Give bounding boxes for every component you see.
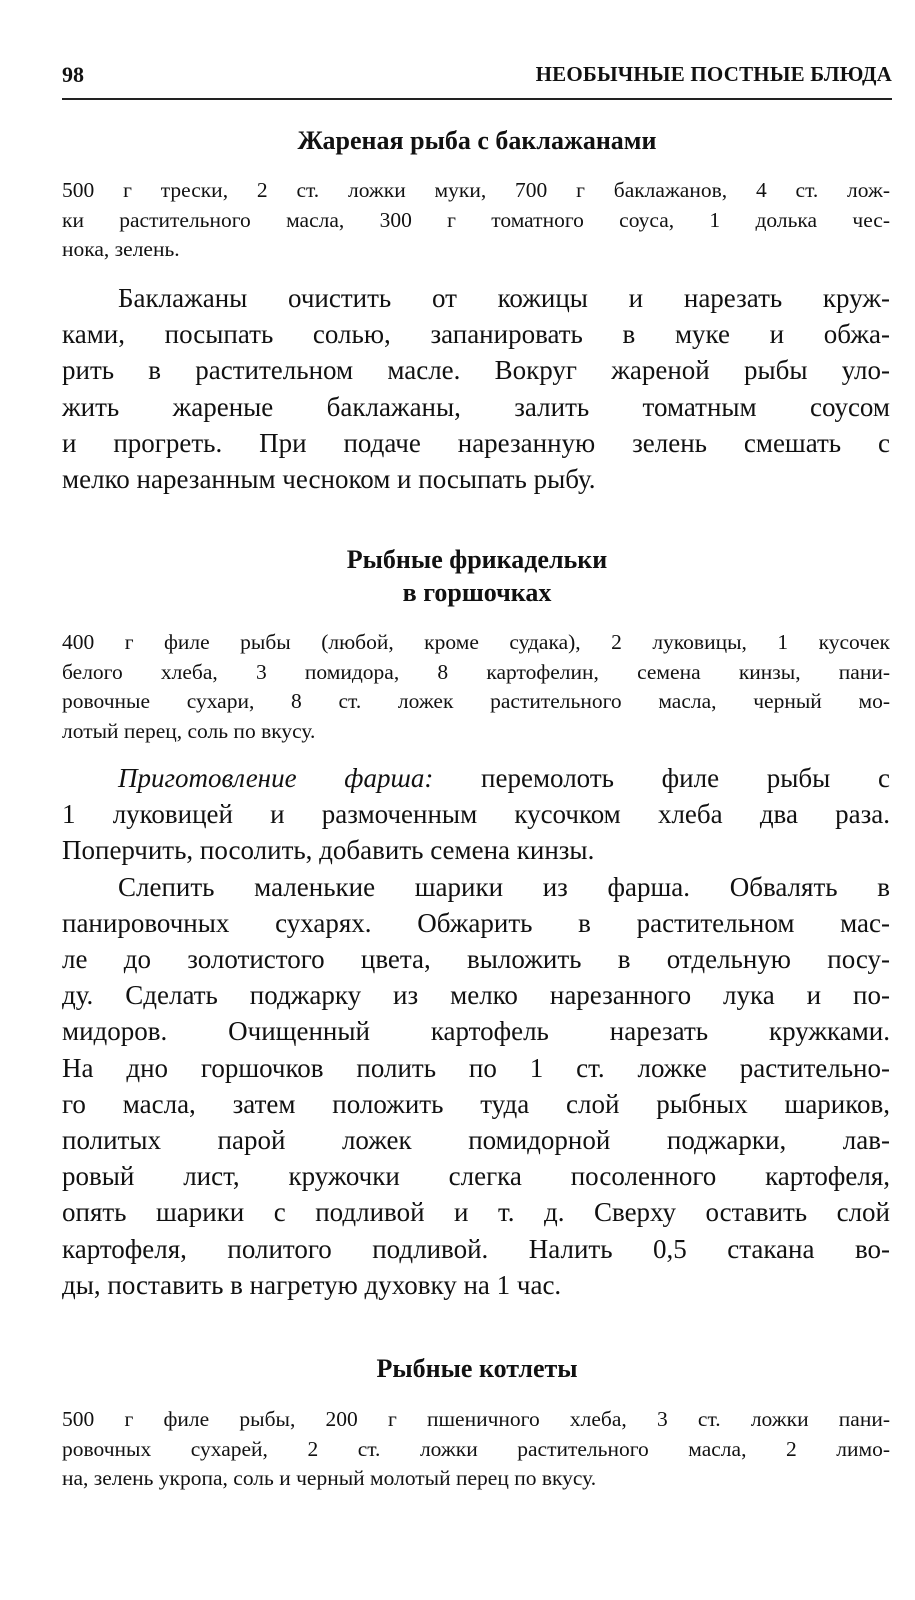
recipe-title-line: в горшочках bbox=[402, 578, 552, 607]
instruction-line: На дно горшочков полить по 1 ст. ложке растительно- bbox=[62, 1052, 890, 1083]
ingredients-line: 500 г филе рыбы, 200 г пшеничного хлеба, 3 ст. ложки пани- bbox=[62, 1407, 890, 1431]
preparation-label: Приготовление фарша: bbox=[118, 763, 434, 793]
recipe-title bbox=[62, 124, 892, 157]
ingredients-line: белого хлеба, 3 помидора, 8 картофелин, семена кинзы, пани- bbox=[62, 659, 890, 684]
ingredients-line: нока, зелень. bbox=[62, 237, 180, 261]
ingredients-list bbox=[62, 1405, 890, 1494]
instruction-line: ду. Сделать поджарку из мелко нарезанного лука и по- bbox=[62, 980, 890, 1011]
recipe-title bbox=[62, 543, 892, 609]
instruction-line bbox=[62, 760, 890, 796]
instruction-line: картофеля, политого подливой. Налить 0,5 стакана во- bbox=[62, 1233, 890, 1264]
recipe-title-line: Рыбные котлеты bbox=[376, 1354, 578, 1383]
ingredients-line: 400 г филе рыбы (любой, кроме судака), 2 луковицы, 1 кусочек bbox=[62, 630, 890, 654]
recipe-instructions bbox=[62, 280, 890, 497]
instruction-line: панировочных сухарях. Обжарить в растительном мас- bbox=[62, 907, 890, 938]
instruction-line: жить жареные баклажаны, залить томатным соусом bbox=[62, 391, 890, 422]
recipe-instructions bbox=[62, 760, 890, 1303]
instruction-line: рить в растительном масле. Вокруг жареной рыбы уло- bbox=[62, 355, 890, 386]
instruction-line: ками, посыпать солью, запанировать в муке и обжа- bbox=[62, 319, 890, 350]
recipe-title-line: Рыбные фрикадельки bbox=[346, 545, 608, 574]
ingredients-line: ровочные сухари, 8 ст. ложек растительного масла, черный мо- bbox=[62, 689, 890, 713]
recipe-title bbox=[62, 1352, 892, 1385]
instruction-line: го масла, затем положить туда слой рыбных шариков, bbox=[62, 1088, 890, 1119]
instruction-line: опять шарики с подливой и т. д. Сверху оставить слой bbox=[62, 1197, 890, 1228]
instruction-line: ды, поставить в нагретую духовку на 1 час. bbox=[62, 1269, 562, 1300]
instruction-line: и прогреть. При подаче нарезанную зелень смешать с bbox=[62, 427, 890, 458]
page-header bbox=[62, 62, 892, 94]
instruction-line: Поперчить, посолить, добавить семена кинзы. bbox=[62, 835, 595, 866]
ingredients-line: на, зелень укропа, соль и черный молотый перец по вкусу. bbox=[62, 1466, 597, 1490]
header-rule bbox=[62, 98, 892, 100]
ingredients-list bbox=[62, 628, 890, 746]
instruction-text: перемолоть филе рыбы с bbox=[433, 763, 890, 793]
instruction-line: политых парой ложек помидорной поджарки, лав- bbox=[62, 1125, 890, 1156]
instruction-line: Слепить маленькие шарики из фарша. Обвалять в bbox=[118, 871, 890, 902]
ingredients-line: ровочных сухарей, 2 ст. ложки растительного масла, 2 лимо- bbox=[62, 1436, 890, 1461]
instruction-line: мелко нарезанным чесноком и посыпать рыбу. bbox=[62, 464, 596, 495]
instruction-line: ровый лист, кружочки слегка посоленного картофеля, bbox=[62, 1161, 890, 1192]
instruction-line: ле до золотистого цвета, выложить в отдельную посу- bbox=[62, 944, 890, 975]
instruction-line: мидоров. Очищенный картофель нарезать кружками. bbox=[62, 1016, 890, 1047]
ingredients-list bbox=[62, 176, 890, 265]
page-number: 98 bbox=[62, 62, 84, 87]
instruction-line: Баклажаны очистить от кожицы и нарезать круж- bbox=[118, 283, 890, 313]
ingredients-line: лотый перец, соль по вкусу. bbox=[62, 718, 316, 743]
ingredients-line: 500 г трески, 2 ст. ложки муки, 700 г баклажанов, 4 ст. лож- bbox=[62, 178, 890, 202]
running-title: НЕОБЫЧНЫЕ ПОСТНЫЕ БЛЮДА bbox=[535, 62, 892, 86]
ingredients-line: ки растительного масла, 300 г томатного соуса, 1 долька чес- bbox=[62, 207, 890, 232]
recipe-title-line: Жареная рыба с баклажанами bbox=[297, 126, 657, 155]
instruction-line: 1 луковицей и размоченным кусочком хлеба два раза. bbox=[62, 799, 890, 830]
